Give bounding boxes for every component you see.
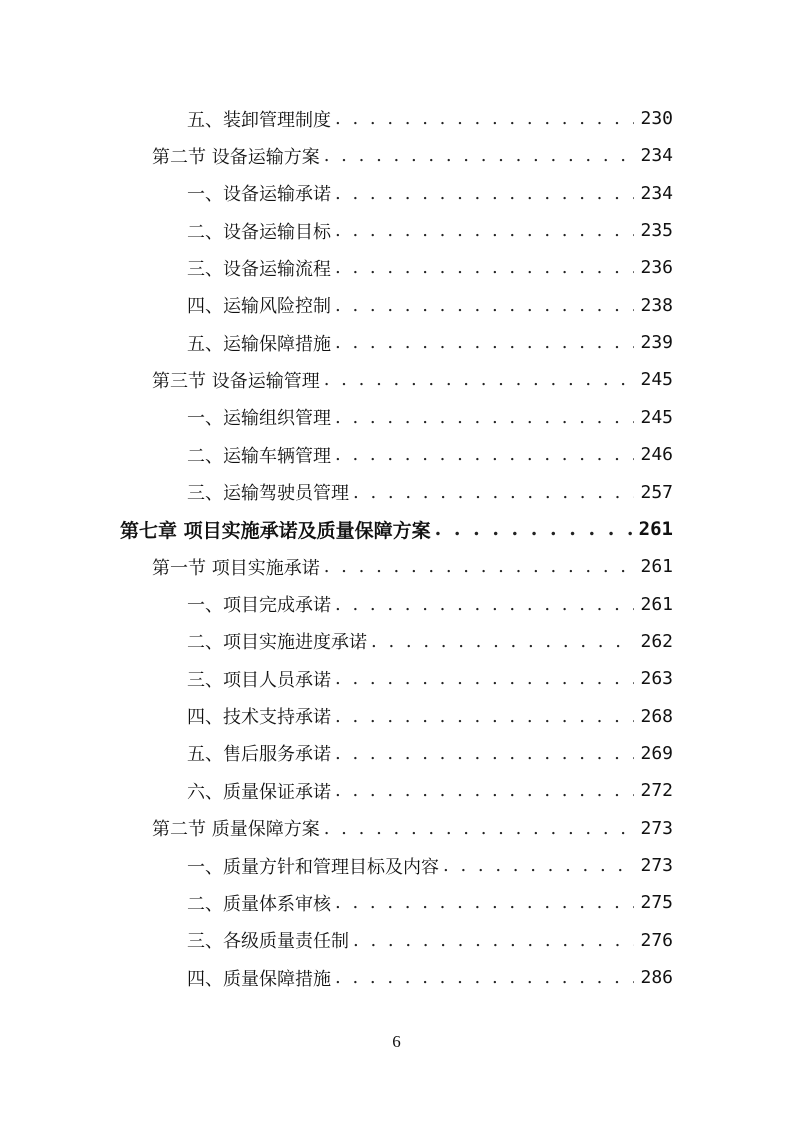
toc-entry-page: 234 [640,145,673,167]
toc-entry-title: 三、项目人员承诺 [187,669,331,691]
toc-entry-title: 一、项目完成承诺 [187,595,331,617]
toc-entry-title: 二、质量体系审核 [187,893,331,915]
toc-leader-dots [371,631,634,652]
toc-entry-title: 一、质量方针和管理目标及内容 [187,856,439,878]
toc-leader-dots [335,780,634,801]
toc-leader-dots [335,594,634,615]
toc-entry[interactable] [0,586,673,623]
toc-leader-dots [335,743,634,764]
toc-entry-title: 五、售后服务承诺 [187,744,331,766]
toc-entry-page: 286 [640,967,673,989]
toc-entry[interactable] [0,100,673,137]
toc-entry[interactable] [0,623,673,660]
toc-leader-dots [324,818,635,839]
toc-entry[interactable] [0,810,673,847]
toc-entry-title: 一、设备运输承诺 [187,184,331,206]
toc-leader-dots [335,668,634,689]
toc-leader-dots [335,220,634,241]
toc-entry-title: 四、技术支持承诺 [187,707,331,729]
toc-entry-page: 275 [640,892,673,914]
toc-entry[interactable] [0,474,673,511]
toc-leader-dots [353,930,634,951]
toc-leader-dots [335,706,634,727]
toc-entry-page: 272 [640,780,673,802]
toc-entry-page: 236 [640,257,673,279]
toc-leader-dots [324,145,635,166]
toc-entry-page: 263 [640,668,673,690]
toc-entry-page: 238 [640,294,673,316]
toc-leader-dots [335,892,634,913]
toc-entry[interactable] [0,548,673,585]
page-number: 6 [392,1032,401,1051]
toc-entry-title: 一、运输组织管理 [187,408,331,430]
toc-entry[interactable] [0,137,673,174]
toc-entry-title: 第二节 质量保障方案 [152,819,320,841]
toc-entry[interactable] [0,959,673,996]
toc-entry-page: 245 [640,369,673,391]
toc-entry[interactable] [0,922,673,959]
toc-entry-title: 第二节 设备运输方案 [152,146,320,168]
toc-leader-dots [335,407,634,428]
toc-leader-dots [435,518,633,540]
toc-entry-page: 261 [640,556,673,578]
toc-entry[interactable] [0,287,673,324]
toc-leader-dots [353,482,634,503]
toc-entry-page: 257 [640,481,673,503]
toc-entry-page: 273 [640,855,673,876]
toc-entry-page: 239 [640,332,673,354]
toc-leader-dots [335,108,634,129]
toc-leader-dots [324,369,635,390]
toc-entry[interactable] [0,511,673,548]
toc-entry[interactable] [0,175,673,212]
toc-entry-title: 第三节 设备运输管理 [152,370,320,392]
toc-entry-page: 235 [640,220,673,242]
toc-entry-title: 三、设备运输流程 [187,258,331,280]
toc-entry[interactable] [0,772,673,809]
toc-entry-title: 三、各级质量责任制 [187,931,349,953]
toc-leader-dots [335,295,634,316]
toc-entry-title: 四、质量保障措施 [187,968,331,990]
toc-entry[interactable] [0,361,673,398]
toc-entry-page: 261 [638,518,673,541]
toc-leader-dots [335,444,634,465]
toc-entry-page: 245 [640,406,673,428]
toc-entry[interactable] [0,735,673,772]
toc-leader-dots [335,183,634,204]
toc-entry-title: 二、运输车辆管理 [187,445,331,467]
toc-leader-dots [443,855,634,876]
toc-leader-dots [335,257,634,278]
toc-entry[interactable] [0,884,673,921]
toc-entry-page: 273 [640,817,673,839]
toc-leader-dots [324,556,635,577]
toc-leader-dots [335,967,634,988]
toc-entry-page: 234 [640,182,673,204]
toc-entry-page: 246 [640,444,673,466]
toc-entry-page: 269 [640,742,673,764]
toc-entry-title: 第一节 项目实施承诺 [152,557,320,579]
toc-entry[interactable] [0,660,673,697]
toc-entry[interactable] [0,399,673,436]
toc-entry-title: 六、质量保证承诺 [187,781,331,803]
toc-entry-title: 五、运输保障措施 [187,333,331,355]
toc-entry[interactable] [0,249,673,286]
toc-entry-title: 二、项目实施进度承诺 [187,632,367,654]
toc-entry-page: 268 [640,705,673,727]
toc-entry[interactable] [0,436,673,473]
toc-entry-title: 第七章 项目实施承诺及质量保障方案 [120,519,431,542]
toc-entry-page: 262 [640,630,673,652]
toc-entry[interactable] [0,698,673,735]
toc-entry-title: 三、运输驾驶员管理 [187,483,349,504]
toc-entry-title: 四、运输风险控制 [187,296,331,318]
toc-leader-dots [335,332,634,353]
toc-entry[interactable] [0,324,673,361]
toc-entry[interactable] [0,847,673,884]
toc-entry[interactable] [0,212,673,249]
toc-entry-page: 276 [640,929,673,951]
toc-entry-page: 230 [640,108,673,129]
toc-entry-title: 二、设备运输目标 [187,221,331,243]
toc-entry-title: 五、装卸管理制度 [187,109,331,131]
toc-entry-page: 261 [640,593,673,615]
